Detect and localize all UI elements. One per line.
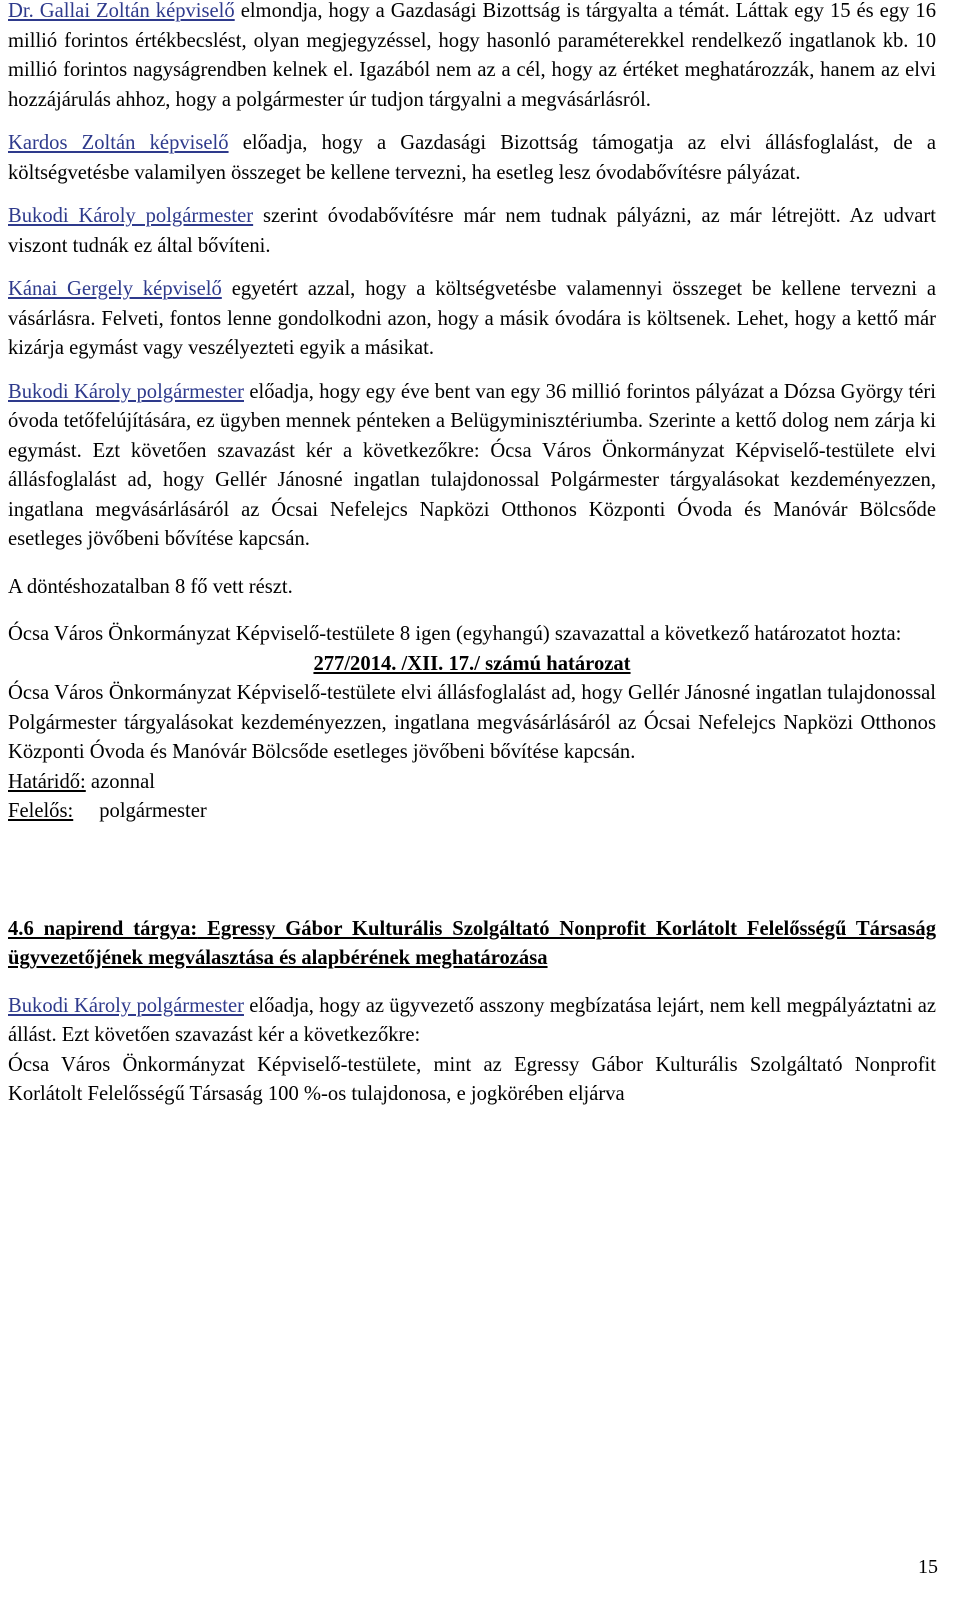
paragraph-text: egyetért azzal, hogy a költségvetésbe valamennyi összeget be kellene tervezni a vásárlásra. Felveti, fontos lenne gondolkodni azon, hogy a másik óvodára is költsenek. Lehet, hogy a kettő már kizárja egymást vagy veszélyezteti egyik a másikat.: [8, 278, 936, 359]
paragraph-kardos: [8, 129, 936, 188]
speaker-name: Bukodi Károly polgármester: [8, 380, 244, 403]
vote-result: Ócsa Város Önkormányzat Képviselő-testülete 8 igen (egyhangú) szavazattal a következő határozatot hozta:: [8, 623, 902, 645]
decision-body: Ócsa Város Önkormányzat Képviselő-testülete elvi állásfoglalást ad, hogy Gellér Jánosné ingatlan tulajdonossal Polgármester tárgyalásokat kezdeményezzen, ingatlana megvásárlásáról az Ócsai Nefelejcs Napközi Otthonos Központi Óvoda és Manóvár Bölcsőde esetleges jövőbeni bővítése kapcsán.: [8, 682, 936, 763]
paragraph-text: elmondja, hogy a Gazdasági Bizottság is tárgyalta a témát. Láttak egy 15 és egy 16 millió forintos értékbecslést, olyan megjegyzéssel, hogy hasonló paraméterekkel rendelkező ingatlanok kb. 10 millió forintos nagyságrendben kelnek el. Igazából nem az a cél, hogy az értéket meghatározzák, hanem az elvi hozzájárulás ahhoz, hogy a polgármester úr tudjon tárgyalni a megvásárlásról.: [8, 0, 936, 111]
paragraph-text: szerint óvodabővítésre már nem tudnak pályázni, az már létrejött. Az udvart viszont tudnák ez által bővíteni.: [8, 205, 936, 257]
agenda-title: Egressy Gábor Kulturális Szolgáltató Nonprofit Korlátolt Felelősségű Társaság ügyvezetőjének megválasztása és alapbérének meghatározása: [8, 917, 937, 969]
speaker-name: Bukodi Károly polgármester: [8, 994, 244, 1017]
deadline-label: Határidő:: [8, 770, 86, 793]
responsible-label: Felelős:: [8, 800, 74, 822]
decision-responsible: [8, 797, 936, 827]
participants-line: A döntéshozatalban 8 fő vett részt.: [8, 575, 293, 598]
paragraph-gallai: [8, 0, 936, 115]
paragraph-text: előadja, hogy egy éve bent van egy 36 millió forintos pályázat a Dózsa György téri óvoda tetőfelújítására, ez ügyben mennek pénteken a Belügyminisztériumba. Szerinte a kettő dolog nem zárja ki egymást. Ezt követően szavazást kér a következőkre: Ócsa Város Önkormányzat Képviselő-testülete elvi állásfoglalást ad, hogy Gellér Jánosné ingatlan tulajdonossal Polgármester tárgyalásokat kezdeményezzen, ingatlana megvásárlásáról az Ócsai Nefelejcs Napközi Otthonos Központi Óvoda és Manóvár Bölcsőde esetleges jövőbeni bővítése kapcsán.: [8, 380, 936, 550]
decision-deadline: [8, 768, 936, 798]
speaker-name: Bukodi Károly polgármester: [8, 205, 254, 227]
paragraph-bukodi-1: [8, 202, 936, 261]
paragraph-kanai: [8, 275, 936, 364]
paragraph-owner: Ócsa Város Önkormányzat Képviselő-testülete, mint az Egressy Gábor Kulturális Szolgáltató Nonprofit Korlátolt Felelősségű Társaság 100 %-os tulajdonosa, e jogkörében eljárva: [8, 1053, 936, 1105]
paragraph-text: előadja, hogy a Gazdasági Bizottság támogatja az elvi állásfoglalást, de a költségvetésbe valamilyen összeget be kellene tervezni, ha esetleg lesz óvodabővítésre pályázat.: [8, 132, 936, 184]
speaker-name: Dr. Gallai Zoltán képviselő: [8, 0, 235, 22]
paragraph-bukodi-3: [8, 992, 936, 1051]
document-page: [8, 0, 936, 1110]
speaker-name: Kánai Gergely képviselő: [8, 278, 222, 300]
agenda-heading: [8, 915, 936, 974]
agenda-label: 4.6 napirend tárgya:: [8, 917, 198, 940]
speaker-name: Kardos Zoltán képviselő: [8, 132, 229, 154]
paragraph-text: előadja, hogy az ügyvezető asszony megbízatása lejárt, nem kell megpályáztatni az állást. Ezt követően szavazást kér a következőkre:: [8, 994, 936, 1046]
responsible-value: polgármester: [99, 800, 207, 822]
page-number: 15: [918, 1555, 938, 1578]
deadline-value: azonnal: [85, 770, 155, 793]
paragraph-bukodi-2: [8, 378, 936, 555]
decision-title: 277/2014. /XII. 17./ számú határozat: [313, 652, 631, 675]
